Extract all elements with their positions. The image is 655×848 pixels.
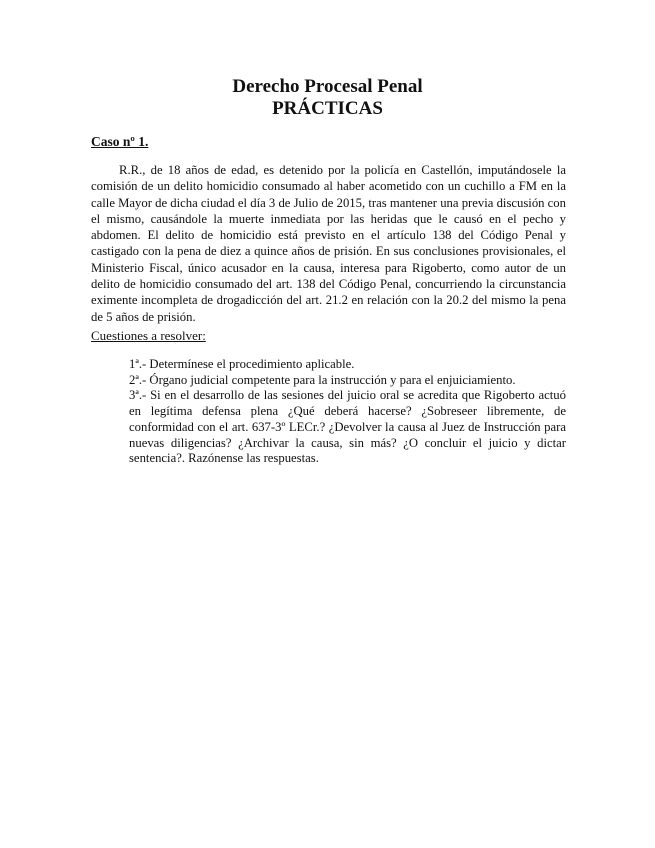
questions-heading: Cuestiones a resolver:	[91, 328, 206, 343]
question-item-1: 1ª.- Determínese el procedimiento aplicable.	[129, 357, 355, 371]
question-item-3: 3ª.- Si en el desarrollo de las sesiones del juicio oral se acredita que Rigoberto actuó en legítima defensa plena ¿Qué deberá hacerse? ¿Sobreseer libremente, de conformidad con el art. 637-3º LECr.? ¿Devolver la causa al Juez de Instrucción para nuevas diligencias? ¿Archivar la causa, sin más? ¿O concluir el juicio y dictar sentencia?. Razónense las respuestas.	[129, 388, 566, 466]
case-paragraph: R.R., de 18 años de edad, es detenido por la policía en Castellón, imputándosele la comisión de un delito homicidio consumado al haber acometido con un cuchillo a FM en la calle Mayor de dicha ciudad el día 3 de Julio de 2015, tras mantener una previa discusión con el mismo, causándole la muerte inmediata por las heridas que le causó en el pecho y abdomen. El delito de homicidio está previsto en el artículo 138 del Código Penal y castigado con la pena de diez a quince años de prisión. En sus conclusiones provisionales, el Ministerio Fiscal, único acusador en la causa, interesa para Rigoberto, como autor de un delito de homicidio consumado del art. 138 del Código Penal, concurriendo la circunstancia eximente incompleta de drogadicción del art. 21.2 en relación con la 20.2 del mismo la pena de 5 años de prisión.	[91, 163, 566, 324]
question-item-2: 2ª.- Órgano judicial competente para la instrucción y para el enjuiciamiento.	[129, 372, 516, 387]
case-heading: Caso nº 1.	[91, 134, 149, 149]
questions-list	[129, 357, 566, 467]
document-title	[0, 76, 655, 120]
title-subject: Derecho Procesal Penal	[232, 76, 423, 97]
title-practicas: PRÁCTICAS	[272, 98, 383, 119]
